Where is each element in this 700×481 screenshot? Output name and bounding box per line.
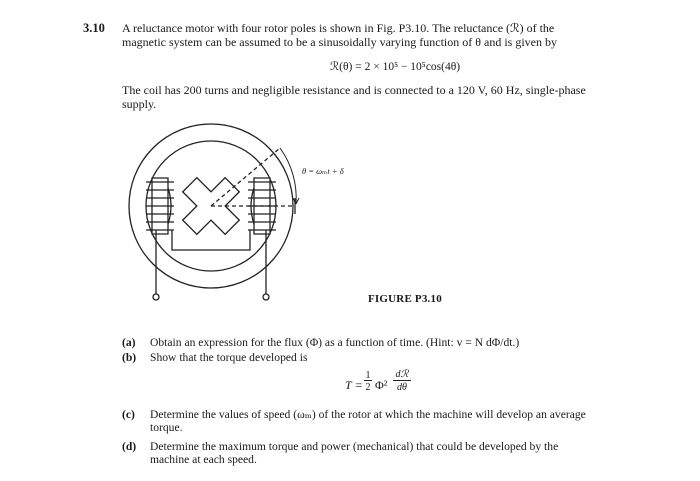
part-b-label: (b) bbox=[122, 351, 137, 364]
part-b-text: Show that the torque developed is bbox=[150, 351, 308, 364]
part-c-text-line-1: Determine the values of speed (ωₘ) of the rotor at which the machine will develop an average bbox=[150, 408, 586, 421]
reluctance-motor-figure bbox=[100, 118, 360, 308]
part-d bbox=[122, 440, 652, 468]
torque-lhs: T = bbox=[345, 378, 366, 392]
angle-label: θ = ωₘt + δ bbox=[302, 166, 344, 176]
phi-squared: Φ² bbox=[375, 378, 388, 392]
derivative-denominator: dθ bbox=[397, 382, 407, 393]
half-numerator: 1 bbox=[365, 370, 371, 381]
terminal-right bbox=[263, 294, 269, 300]
derivative-numerator: dℛ bbox=[395, 369, 409, 380]
half-denominator: 2 bbox=[365, 382, 371, 393]
problem-intro-line-1: A reluctance motor with four rotor poles is shown in Fig. P3.10. The reluctance (ℛ) of the bbox=[122, 21, 555, 35]
part-d-text-line-1: Determine the maximum torque and power (mechanical) that could be developed by the bbox=[150, 440, 559, 453]
part-c bbox=[122, 408, 652, 436]
terminal-left bbox=[153, 294, 159, 300]
part-c-label: (c) bbox=[122, 408, 135, 421]
part-d-text-line-2: machine at each speed. bbox=[150, 453, 257, 466]
part-a bbox=[122, 336, 642, 350]
coil-connection bbox=[172, 230, 250, 250]
coil-description-line-2: supply. bbox=[122, 97, 157, 111]
part-a-text: Obtain an expression for the flux (Φ) as a function of time. (Hint: v = N dΦ/dt.) bbox=[150, 336, 520, 349]
angle-arc bbox=[280, 148, 296, 204]
reluctance-equation: ℛ(θ) = 2 × 10⁵ − 10⁵cos(4θ) bbox=[330, 61, 461, 73]
problem-intro-line-2: magnetic system can be assumed to be a sinusoidally varying function of θ and is given by bbox=[122, 35, 557, 49]
part-c-text-line-2: torque. bbox=[150, 421, 183, 434]
derivative-bar bbox=[393, 380, 411, 381]
half-bar bbox=[364, 380, 372, 381]
problem-number: 3.10 bbox=[83, 21, 105, 35]
part-a-label: (a) bbox=[122, 336, 136, 349]
coil-description-line-1: The coil has 200 turns and negligible resistance and is connected to a 120 V, 60 Hz, single-phase bbox=[122, 83, 586, 97]
part-b bbox=[122, 351, 642, 365]
part-d-label: (d) bbox=[122, 440, 137, 453]
figure-caption: FIGURE P3.10 bbox=[368, 293, 442, 305]
